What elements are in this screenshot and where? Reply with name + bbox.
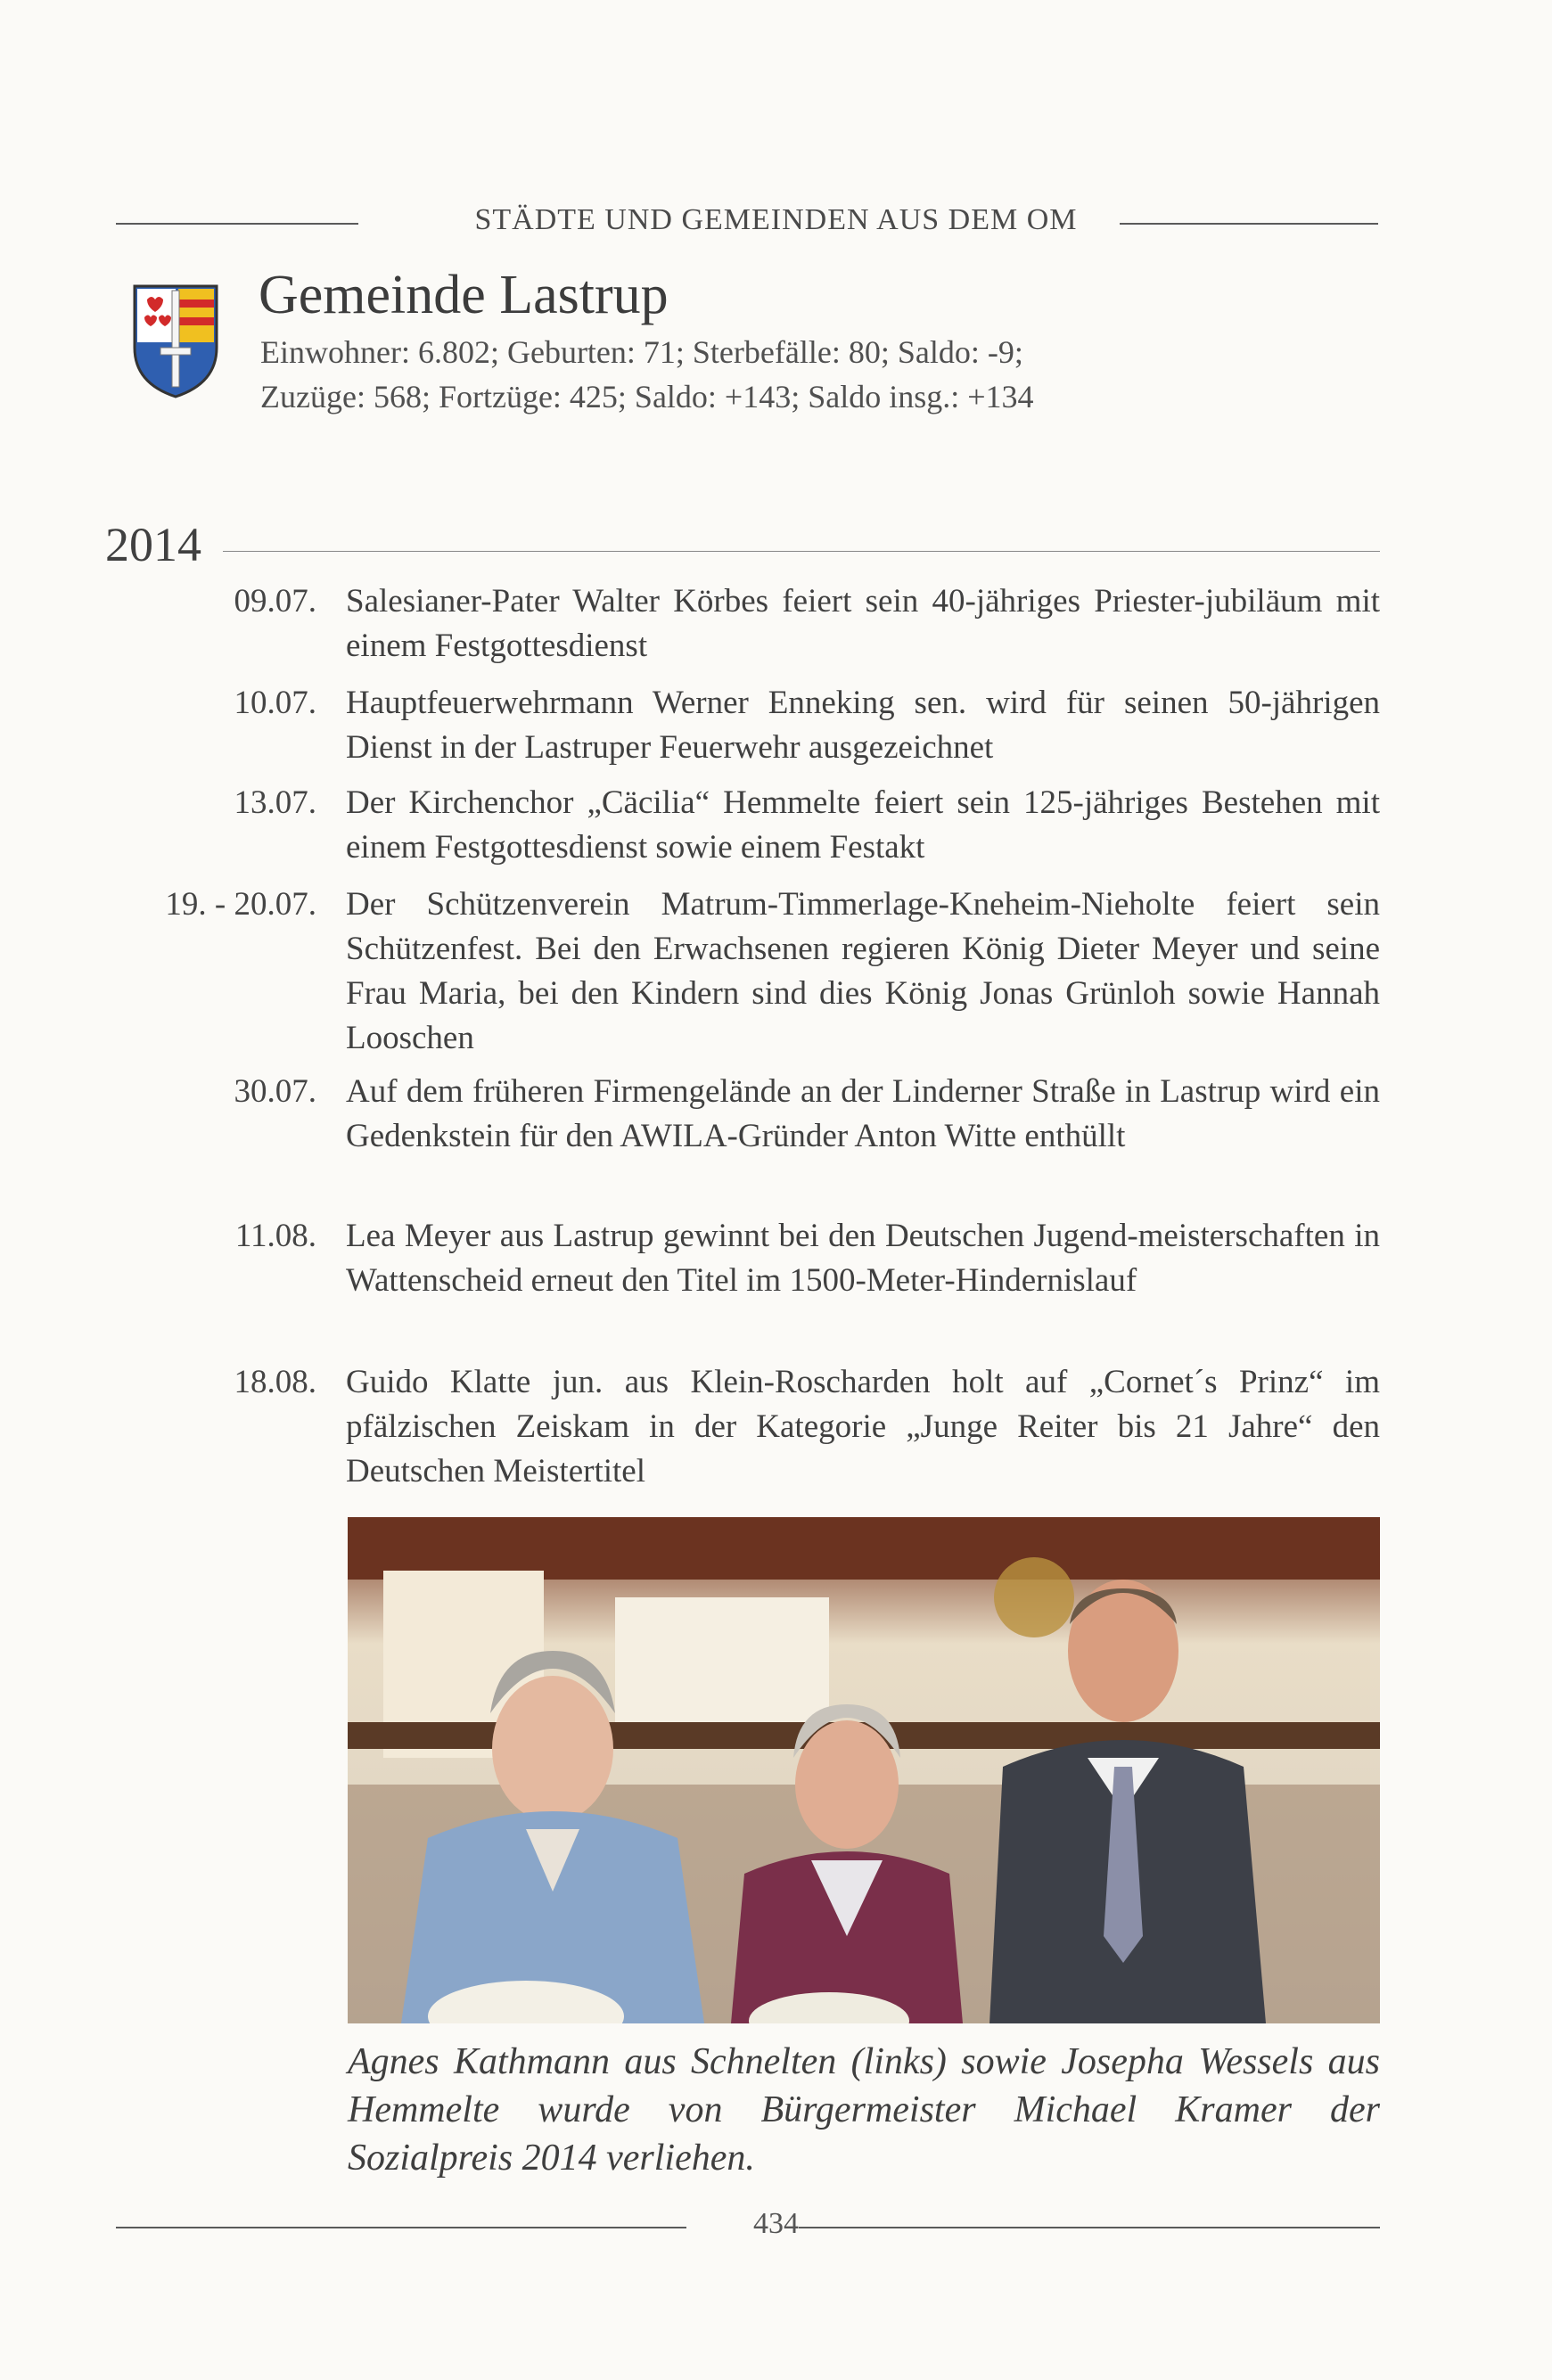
entry-date: 18.08. (234, 1364, 316, 1400)
entry-date: 09.07. (234, 583, 316, 620)
coat-of-arms-icon (132, 283, 219, 399)
entry-date: 13.07. (234, 784, 316, 821)
entry-date: 11.08. (234, 1218, 316, 1254)
entry-text: Guido Klatte jun. aus Klein-Roscharden holt auf „Cornet´s Prinz“ im pfälzischen Zeiskam in der Kategorie „Junge Reiter bis 21 Jahre“ den Deutschen Meistertitel (346, 1364, 1380, 1490)
year-rule (223, 551, 1380, 552)
municipality-stats (260, 330, 1034, 419)
award-photo (348, 1517, 1380, 2023)
page-number: 434 (753, 2207, 799, 2240)
photo-caption: Agnes Kathmann aus Schnelten (links) sowie Josepha Wessels aus Hemmelte wurde von Bürgermeister Michael Kramer der Sozialpreis 2014 verliehen. (348, 2041, 1380, 2179)
entry-date: 19. - 20.07. (165, 886, 316, 923)
entry-date: 30.07. (234, 1073, 316, 1110)
entry-text: Der Kirchenchor „Cäcilia“ Hemmelte feiert sein 125-jähriges Bestehen mit einem Festgottesdienst sowie einem Festakt (346, 784, 1380, 866)
stats-line-1: Einwohner: 6.802; Geburten: 71; Sterbefälle: 80; Saldo: -9; (260, 334, 1023, 370)
entry-text: Auf dem früheren Firmengelände an der Linderner Straße in Lastrup wird ein Gedenkstein für den AWILA-Gründer Anton Witte enthüllt (346, 1073, 1380, 1154)
footer-rule-right (799, 2227, 1380, 2228)
entry-text: Salesianer-Pater Walter Körbes feiert sein 40-jähriges Priester-jubiläum mit einem Festgottesdienst (346, 583, 1380, 664)
header-rule-right (1120, 223, 1378, 225)
entry-text: Der Schützenverein Matrum-Timmerlage-Kneheim-Nieholte feiert sein Schützenfest. Bei den Erwachsenen regieren König Dieter Meyer und seine Frau Maria, bei den Kindern sind dies König Jonas Grünloh sowie Hannah Looschen (346, 886, 1380, 1056)
year-heading: 2014 (105, 518, 201, 571)
municipality-title: Gemeinde Lastrup (259, 265, 669, 325)
stats-line-2: Zuzüge: 568; Fortzüge: 425; Saldo: +143; Saldo insg.: +134 (260, 379, 1034, 414)
entry-text: Lea Meyer aus Lastrup gewinnt bei den Deutschen Jugend-meisterschaften in Wattenscheid erneut den Titel im 1500-Meter-Hindernislauf (346, 1218, 1380, 1299)
entry-text: Hauptfeuerwehrmann Werner Enneking sen. wird für seinen 50-jährigen Dienst in der Lastruper Feuerwehr ausgezeichnet (346, 685, 1380, 766)
running-head: STÄDTE UND GEMEINDEN AUS DEM OM (474, 203, 1078, 236)
entry-date: 10.07. (234, 685, 316, 721)
